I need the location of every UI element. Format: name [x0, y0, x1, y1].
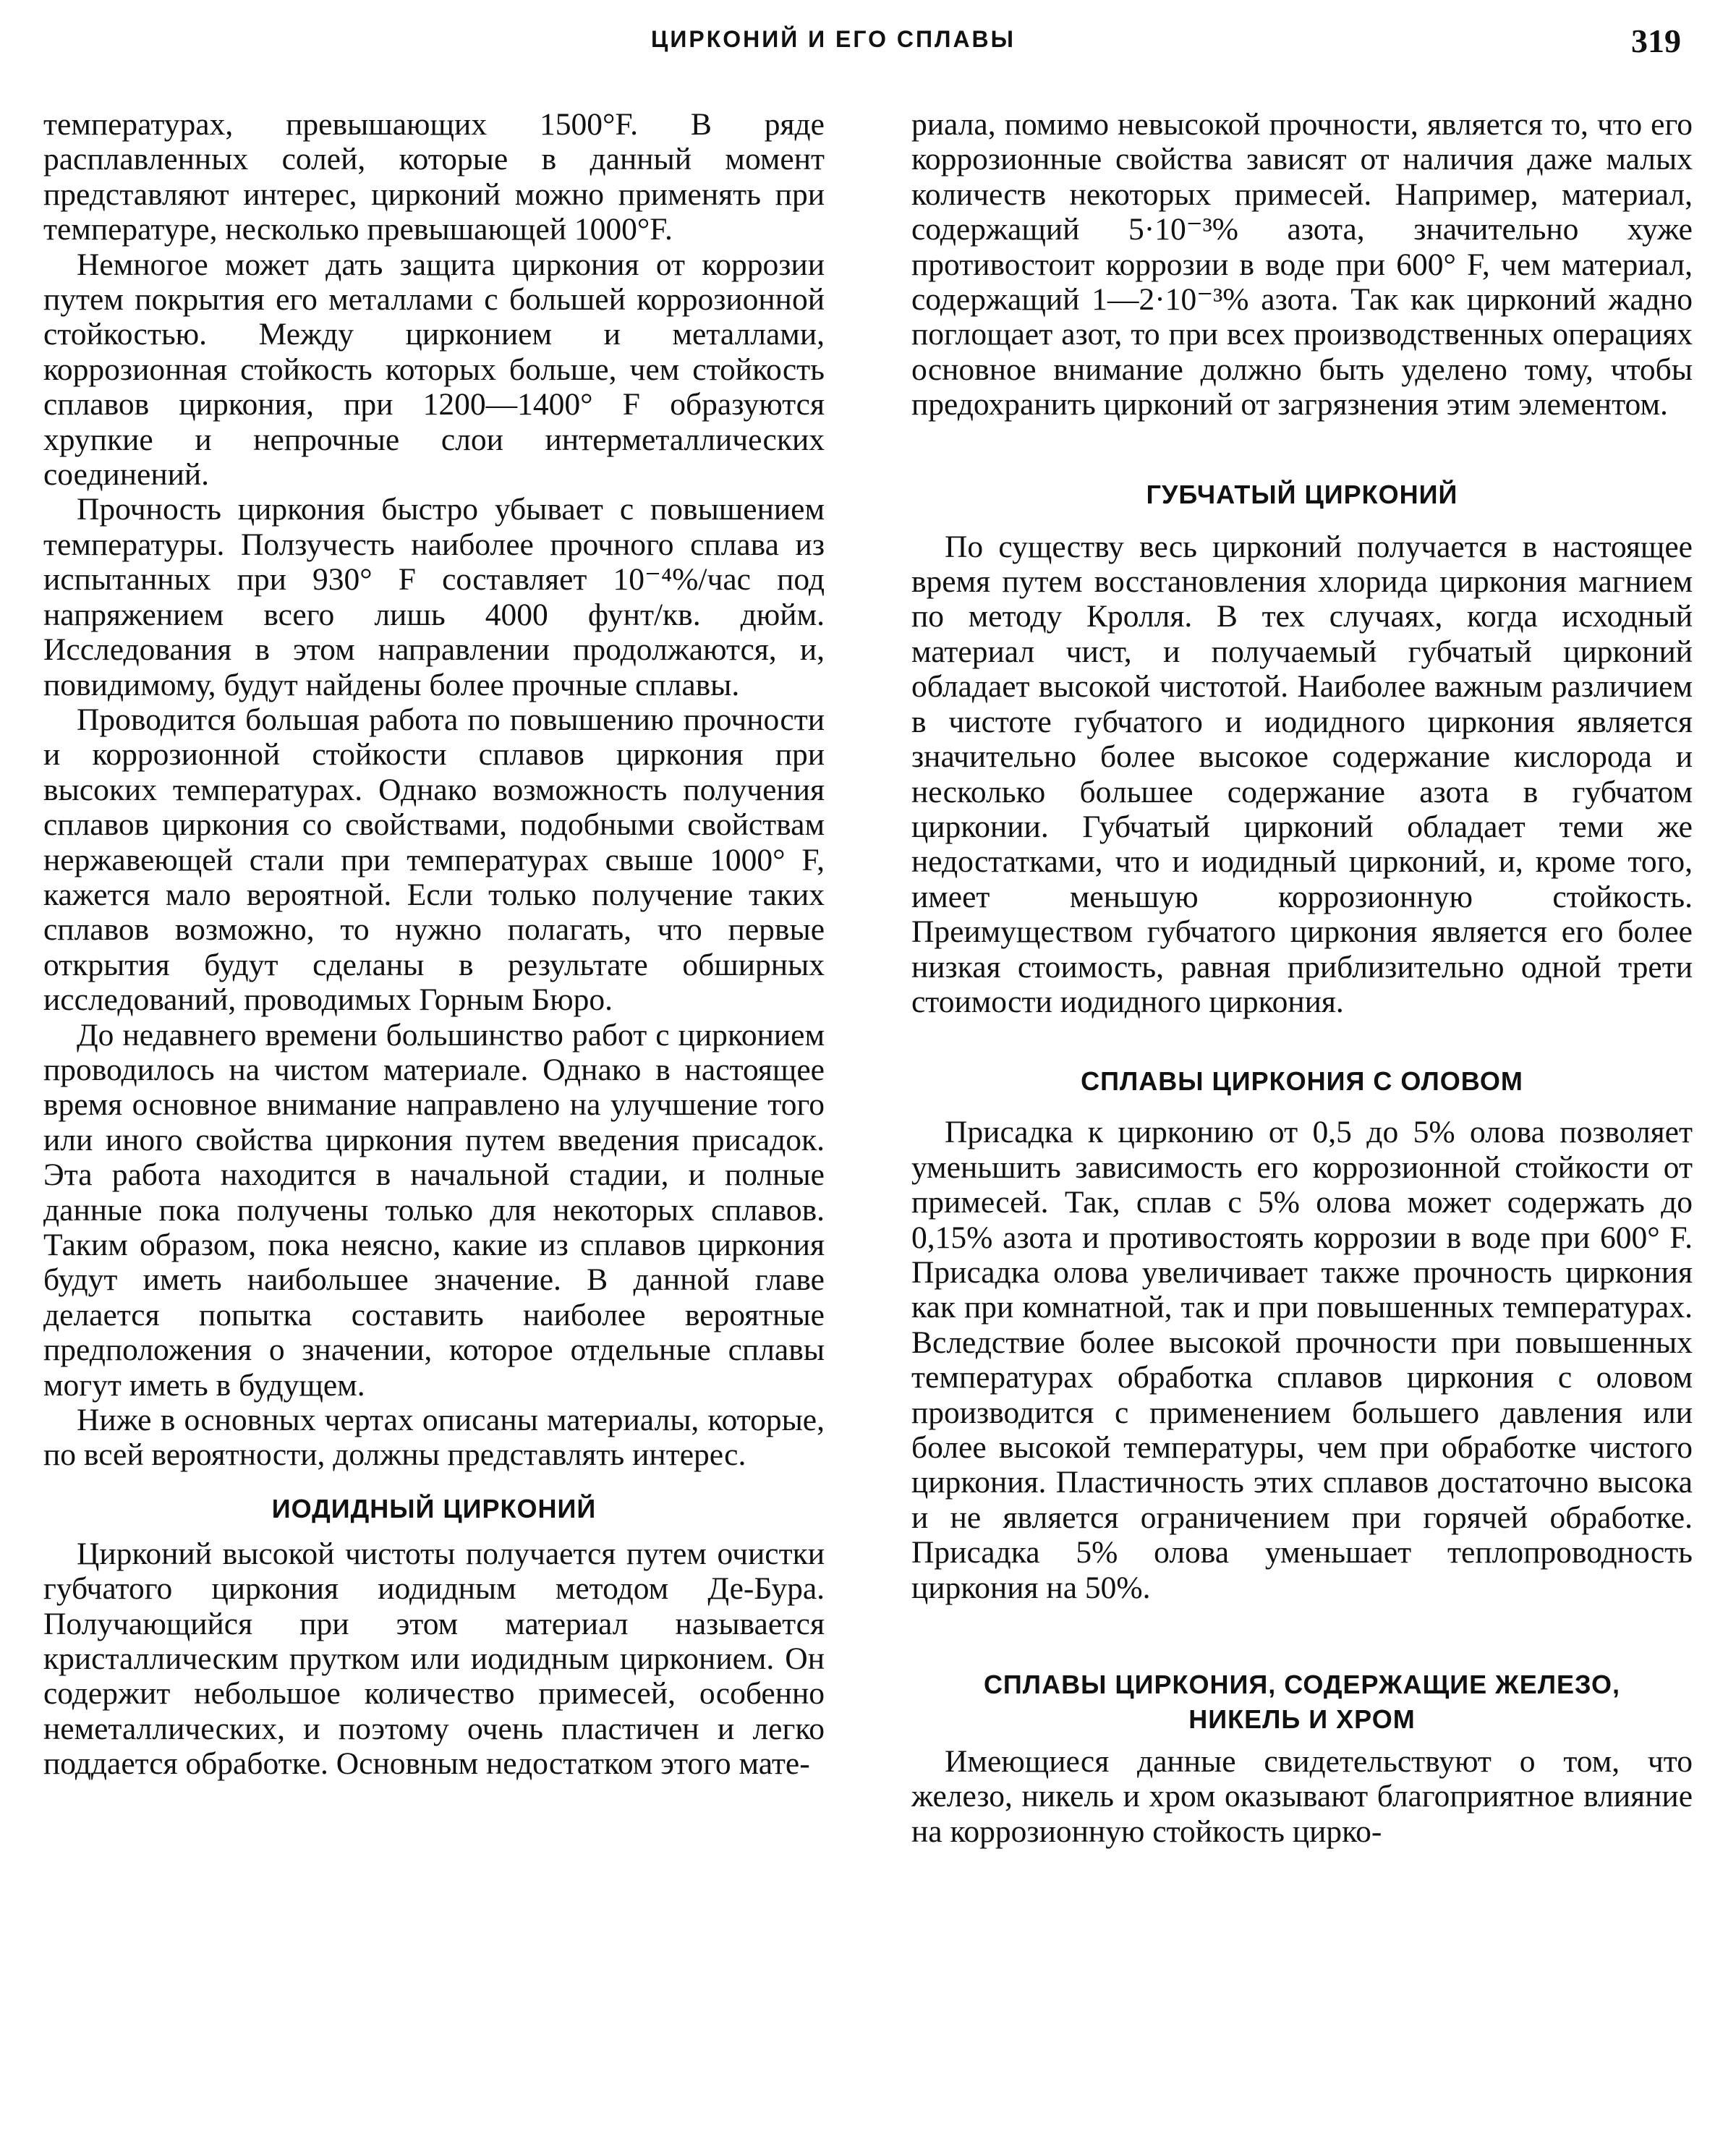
- paragraph: температурах, превышающих 1500°F. В ряде расплавленных солей, которые в данный момент представляют интерес, цирконий можно применять при температуре, несколько превышающей 1000°F.: [43, 107, 825, 247]
- running-head: [0, 22, 1736, 65]
- running-title: ЦИРКОНИЙ И ЕГО СПЛАВЫ: [651, 26, 1016, 52]
- section-heading-sponge-zirconium: ГУБЧАТЫЙ ЦИРКОНИЙ: [1146, 479, 1458, 509]
- paragraph: До недавнего времени большинство работ с цирконием проводилось на чистом материале. Однако в настоящее время основное внимание направлено на улучшение того или иного свойства циркония путем введения присадок. Эта работа находится в начальной стадии, и полные данные пока получены только для некоторых сплавов. Таким образом, пока неясно, какие из сплавов циркония будут иметь наибольшее значение. В данной главе делается попытка составить наиболее вероятные предположения о значении, которое отдельные сплавы могут иметь в будущем.: [43, 1017, 825, 1403]
- paragraph: Немногое может дать защита циркония от коррозии путем покрытия его металлами с большей коррозионной стойкостью. Между цирконием и металлами, коррозионная стойкость которых больше, чем стойкость сплавов циркония, при 1200—1400° F образуются хрупкие и непрочные слои интерметаллических соединений.: [43, 247, 825, 493]
- heading-line: НИКЕЛЬ И ХРОМ: [1188, 1704, 1416, 1735]
- paragraph: риала, помимо невысокой прочности, является то, что его коррозионные свойства зависят от наличия даже малых количеств некоторых примесей. Например, материал, содержащий 5·10⁻³% азота, значительно хуже противостоит коррозии в воде при 600° F, чем материал, содержащий 1—2·10⁻³% азота. Так как цирконий жадно поглощает азот, то при всех производственных операциях основное внимание должно быть уделено тому, чтобы предохранить цирконий от загрязнения этим элементом.: [911, 107, 1693, 422]
- section-heading-zirconium-fe-ni-cr-alloys: [911, 1667, 1693, 1737]
- right-column: [911, 107, 1693, 1849]
- left-column: [43, 107, 825, 1782]
- section-heading-zirconium-tin-alloys: СПЛАВЫ ЦИРКОНИЯ С ОЛОВОМ: [1081, 1066, 1523, 1097]
- paragraph: Присадка к цирконию от 0,5 до 5% олова позволяет уменьшить зависимость его коррозионной стойкости от примесей. Так, сплав с 5% олова может содержать до 0,15% азота и противостоять коррозии в воде при 600° F. Присадка олова увеличивает также прочность циркония как при комнатной, так и при повышенных температурах. Вследствие более высокой прочности при повышенных температурах обработка сплавов циркония с оловом производится с применением большего давления или более высокой температуры, чем при обработке чистого циркония. Пластичность этих сплавов достаточно высока и не является ограничением при горячей обработке. Присадка 5% олова уменьшает теплопроводность циркония на 50%.: [911, 1115, 1693, 1605]
- paragraph: Прочность циркония быстро убывает с повышением температуры. Ползучесть наиболее прочного сплава из испытанных при 930° F составляет 10⁻⁴%/час под напряжением всего лишь 4000 фунт/кв. дюйм. Исследования в этом направлении продолжаются, и, повидимому, будут найдены более прочные сплавы.: [43, 492, 825, 702]
- section-heading-iodide-zirconium: ИОДИДНЫЙ ЦИРКОНИЙ: [271, 1493, 597, 1523]
- paragraph: Проводится большая работа по повышению прочности и коррозионной стойкости сплавов циркония при высоких температурах. Однако возможность получения сплавов циркония со свойствами, подобными свойствам нержавеющей стали при температурах свыше 1000° F, кажется мало вероятной. Если только получение таких сплавов возможно, то нужно полагать, что первые открытия будут сделаны в результате обширных исследований, проводимых Горным Бюро.: [43, 702, 825, 1018]
- heading-line: СПЛАВЫ ЦИРКОНИЯ, СОДЕРЖАЩИЕ ЖЕЛЕЗО,: [983, 1670, 1621, 1700]
- paragraph: По существу весь цирконий получается в настоящее время путем восстановления хлорида циркония магнием по методу Кролля. В тех случаях, когда исходный материал чист, и получаемый губчатый цирконий обладает высокой чистотой. Наиболее важным различием в чистоте губчатого и иодидного циркония является значительно более высокое содержание кислорода и несколько большее содержание азота в губчатом цирконии. Губчатый цирконий обладает теми же недостатками, что и иодидный цирконий, и, кроме того, имеет меньшую коррозионную стойкость. Преимуществом губчатого циркония является его более низкая стоимость, равная приблизительно одной трети стоимости иодидного циркония.: [911, 529, 1693, 1019]
- paragraph: Ниже в основных чертах описаны материалы, которые, по всей вероятности, должны представлять интерес.: [43, 1403, 825, 1473]
- paragraph: Цирконий высокой чистоты получается путем очистки губчатого циркония иодидным методом Де-Бура. Получающийся при этом материал называется кристаллическим прутком или иодидным цирконием. Он содержит небольшое количество примесей, особенно неметаллических, и поэтому очень пластичен и легко поддается обработке. Основным недостатком этого мате-: [43, 1536, 825, 1782]
- paragraph: Имеющиеся данные свидетельствуют о том, что железо, никель и хром оказывают благоприятное влияние на коррозионную стойкость цирко-: [911, 1744, 1693, 1849]
- page-number: 319: [1631, 22, 1681, 59]
